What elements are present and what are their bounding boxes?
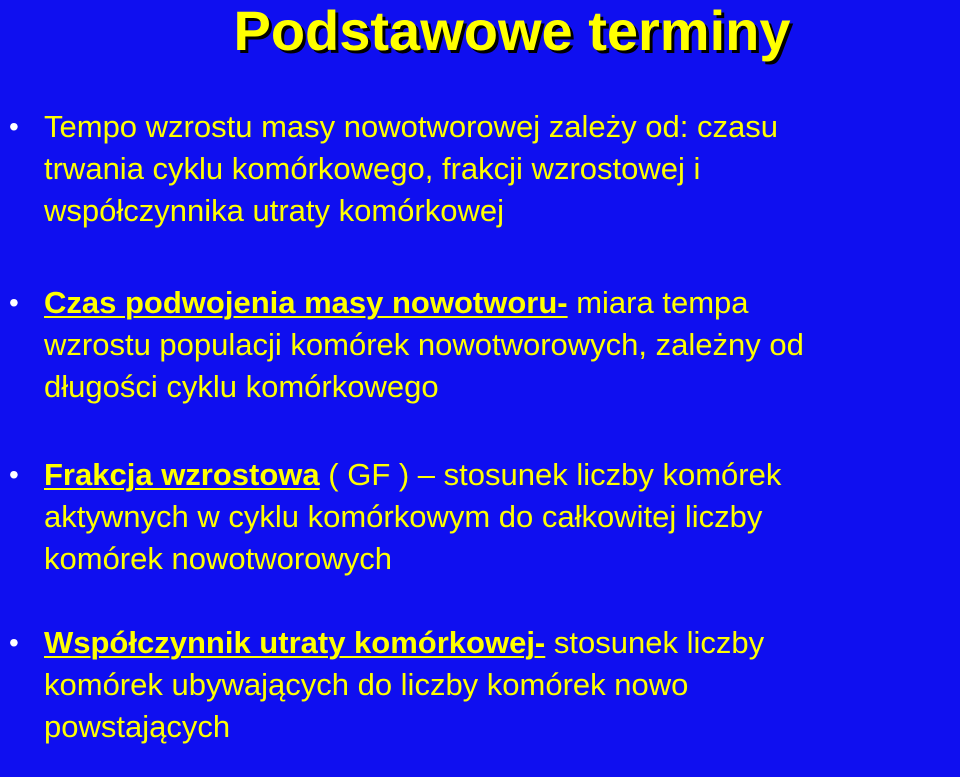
bullet-line: Tempo wzrostu masy nowotworowej zależy od: czasu — [44, 109, 778, 144]
bullet-line: długości cyklu komórkowego — [44, 369, 439, 404]
bullet-dot-icon: • — [9, 459, 19, 490]
bullet-first-line — [44, 454, 960, 496]
bullet-line: trwania cyklu komórkowego, frakcji wzrostowej i — [44, 151, 701, 186]
term-definition-start: miara tempa — [567, 285, 749, 320]
bullet-dot-icon: • — [9, 627, 19, 658]
slide-title: Podstawowe terminy — [233, 0, 791, 62]
bullet-frakcja-wzrostowa — [0, 454, 960, 580]
term-definition-start: stosunek liczby — [545, 625, 765, 660]
term-frakcja-wzrostowa: Frakcja wzrostowa — [44, 457, 320, 492]
bullet-line: wzrostu populacji komórek nowotworowych, zależny od — [44, 327, 804, 362]
bullet-line: aktywnych w cyklu komórkowym do całkowitej liczby — [44, 499, 763, 534]
term-wspolczynnik-utraty: Współczynnik utraty komórkowej- — [44, 625, 546, 660]
term-definition-start: ( GF ) – stosunek liczby komórek — [319, 457, 782, 492]
bullet-line: powstających — [44, 709, 231, 744]
bullet-czas-podwojenia — [0, 282, 960, 408]
bullet-list — [0, 106, 960, 748]
bullet-first-line — [44, 282, 960, 324]
bullet-wspolczynnik-utraty — [0, 622, 960, 748]
term-czas-podwojenia: Czas podwojenia masy nowotworu- — [44, 285, 568, 320]
bullet-line: komórek ubywających do liczby komórek nowo — [44, 667, 689, 702]
bullet-dot-icon: • — [9, 287, 19, 318]
bullet-line: komórek nowotworowych — [44, 541, 393, 576]
bullet-line: współczynnika utraty komórkowej — [44, 193, 505, 228]
bullet-dot-icon: • — [9, 111, 19, 142]
bullet-tempo-wzrostu — [0, 106, 960, 232]
bullet-first-line — [44, 622, 960, 664]
